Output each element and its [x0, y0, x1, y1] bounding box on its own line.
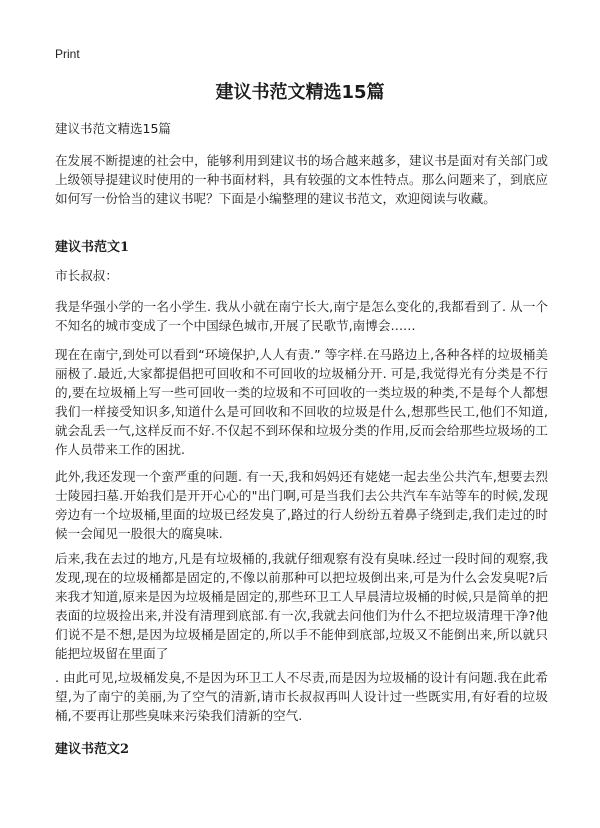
body-paragraph-5: . 由此可见,垃圾桶发臭,不是因为环卫工人不尽责,而是因为垃圾桶的设计有问题.我在此希望,为了南宁的美丽,为了空气的清新,请市长叔叔再叫人设计过一些既实用,有好看的垃圾桶,不要再让那些臭味来污染我们清新的空气. — [55, 670, 548, 723]
print-link[interactable]: Print — [55, 47, 80, 61]
section-heading-2: 建议书范文2 — [55, 742, 130, 757]
salutation: 市长叔叔： — [55, 268, 118, 283]
section-heading-1: 建议书范文1 — [55, 240, 130, 255]
intro-paragraph: 在发展不断提速的社会中，能够利用到建议书的场合越来越多，建议书是面对有关部门或上级领导提建议时使用的一种书面材料，具有较强的文本性特点。那么问题来了，到底应如何写一份恰当的建议书呢？下面是小编整理的建议书范文，欢迎阅读与收藏。 — [55, 153, 548, 206]
document-subtitle: 建议书范文精选15篇 — [55, 121, 171, 136]
body-paragraph-2: 现在在南宁,到处可以看到“环境保护,人人有责.” 等字样.在马路边上,各种各样的垃圾桶美丽极了.最近,大家都提倡把可回收和不可回收的垃圾桶分开. 可是,我觉得光有分类是不行的,要在垃圾桶上写一些可回收一类的垃圾和不可回收的一类垃圾的种类,不是每个人都想我们一样接受知识多,知道什么是可回收和不回收的垃圾是什么,想那些民工,他们不知道,就会乱丢一气,这样反而不好.不仅起不到环保和垃圾分类的作用,反而会给那些垃圾场的工作人员带来工作的困扰. — [55, 347, 548, 457]
page-title: 建议书范文精选15篇 — [215, 82, 385, 103]
body-paragraph-1: 我是华强小学的一名小学生. 我从小就在南宁长大,南宁是怎么变化的,我都看到了. 从一个不知名的城市变成了一个中国绿色城市,开展了民歌节,南博会…… — [55, 299, 548, 333]
body-paragraph-3: 此外,我还发现一个蛮严重的问题. 有一天,我和妈妈还有姥姥一起去坐公共汽车,想要去烈士陵园扫墓.开始我们是开开心心的"出门啊,可是当我们去公共汽车车站等车的时候,发现旁边有一个垃圾桶,里面的垃圾已经发臭了,路过的行人纷纷五着鼻子绕到走,我们走过的时候一会闻见一股很大的腐臭味. — [55, 469, 548, 541]
body-paragraph-4: 后来,我在去过的地方,凡是有垃圾桶的,我就仔细观察有没有臭味.经过一段时间的观察,我发现,现在的垃圾桶都是固定的,不像以前那种可以把垃圾倒出来,可是为什么会发臭呢?后来我才知道,原来是因为垃圾桶是固定的,那些环卫工人早晨清垃圾桶的时候,只是简单的把表面的垃圾捡出来,并没有清理到底部.有一次,我就去问他们为什么不把垃圾清理干净?他们说不是不想,是因为垃圾桶是固定的,所以手不能伸到底部,垃圾又不能倒出来,所以就只能把垃圾留在里面了 — [55, 551, 548, 661]
